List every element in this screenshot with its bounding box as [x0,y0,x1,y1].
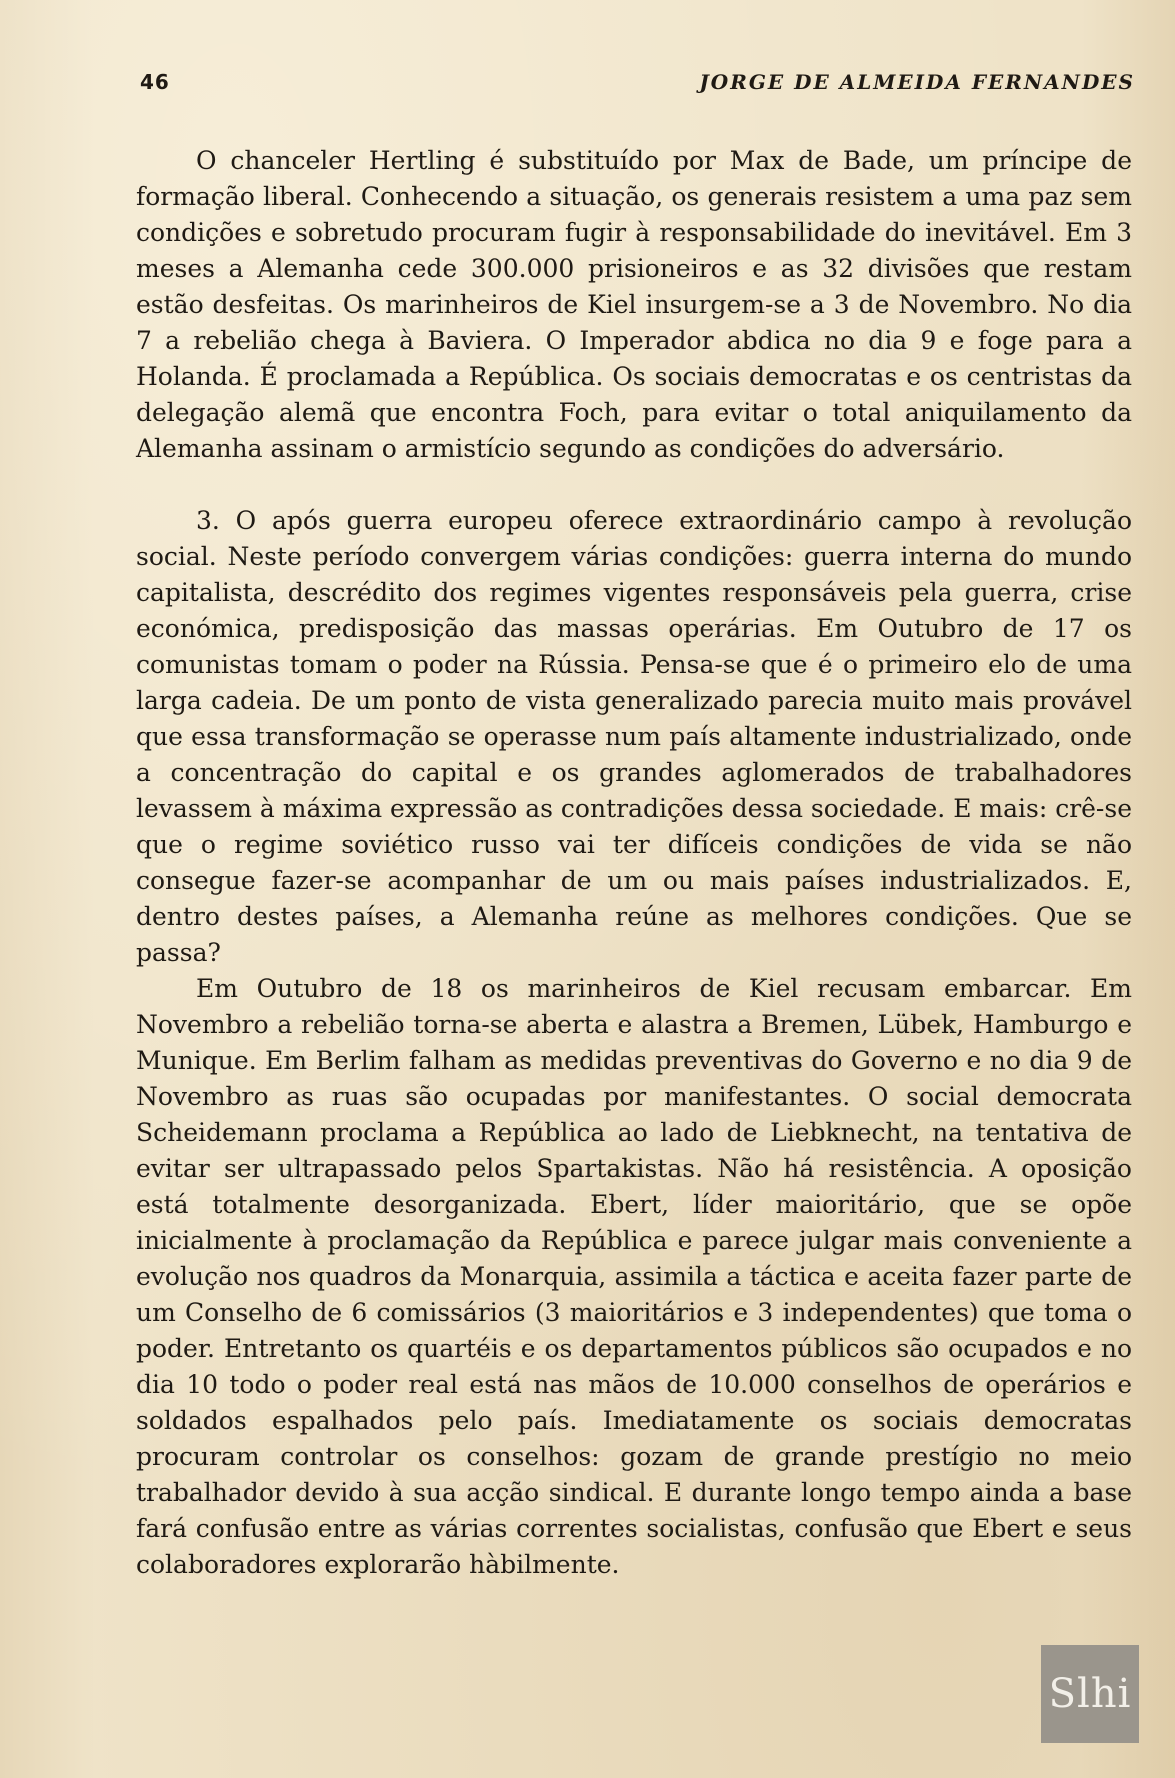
body-text [136,143,1132,1583]
running-title: JORGE DE ALMEIDA FERNANDES [699,70,1135,94]
page-number: 46 [140,70,170,94]
running-head [140,70,1135,100]
paragraph-postwar-revolution: 3. O após guerra europeu oferece extraordinário campo à revolução social. Neste período convergem várias condições: guerra interna do mundo capitalista, descrédito dos regimes vigentes responsáveis pela guerra, crise económica, predisposição das massas operárias. Em Outubro de 17 os comunistas tomam o poder na Rússia. Pensa-se que é o primeiro elo de uma larga cadeia. De um ponto de vista generalizado parecia muito mais provável que essa transformação se operasse num país altamente industrializado, onde a concentração do capital e os grandes aglomerados de trabalhadores levassem à máxima expressão as contradições dessa sociedade. E mais: crê-se que o regime soviético russo vai ter difíceis condições de vida se não consegue fazer-se acompanhar de um ou mais países industrializados. E, dentro destes países, a Alemanha reúne as melhores condições. Que se passa? [136,506,1133,967]
paragraph-november-revolution: Em Outubro de 18 os marinheiros de Kiel recusam embarcar. Em Novembro a rebelião torna-se aberta e alastra a Bremen, Lübek, Hamburgo e Munique. Em Berlim falham as medidas preventivas do Governo e no dia 9 de Novembro as ruas são ocupadas por manifestantes. O social democrata Scheidemann proclama a República ao lado de Liebknecht, na tentativa de evitar ser ultrapassado pelos Spartakistas. Não há resistência. A oposição está totalmente desorganizada. Ebert, líder maioritário, que se opõe inicialmente à proclamação da República e parece julgar mais conveniente a evolução nos quadros da Monarquia, assimila a táctica e aceita fazer parte de um Conselho de 6 comissários (3 maioritários e 3 independentes) que toma o poder. Entretanto os quartéis e os departamentos públicos são ocupados e no dia 10 todo o poder real está nas mãos de 10.000 conselhos de operários e soldados espalhados pelo país. Imediatamente os sociais democratas procuram controlar os conselhos: gozam de grande prestígio no meio trabalhador devido à sua acção sindical. E durante longo tempo ainda a base fará confusão entre as várias correntes socialistas, confusão que Ebert e seus colaboradores explorarão hàbilmente. [136,974,1132,1579]
library-stamp: Slhi [1041,1645,1139,1743]
paragraph-armistice: O chanceler Hertling é substituído por Max de Bade, um príncipe de formação liberal. Conhecendo a situação, os generais resistem a uma paz sem condições e sobretudo procuram fugir à responsabilidade do inevitável. Em 3 meses a Alemanha cede 300.000 prisioneiros e as 32 divisões que restam estão desfeitas. Os marinheiros de Kiel insurgem-se a 3 de Novembro. No dia 7 a rebelião chega à Baviera. O Imperador abdica no dia 9 e foge para a Holanda. É proclamada a República. Os sociais democratas e os centristas da delegação alemã que encontra Foch, para evitar o total aniquilamento da Alemanha assinam o armistício segundo as condições do adversário. [136,146,1132,463]
